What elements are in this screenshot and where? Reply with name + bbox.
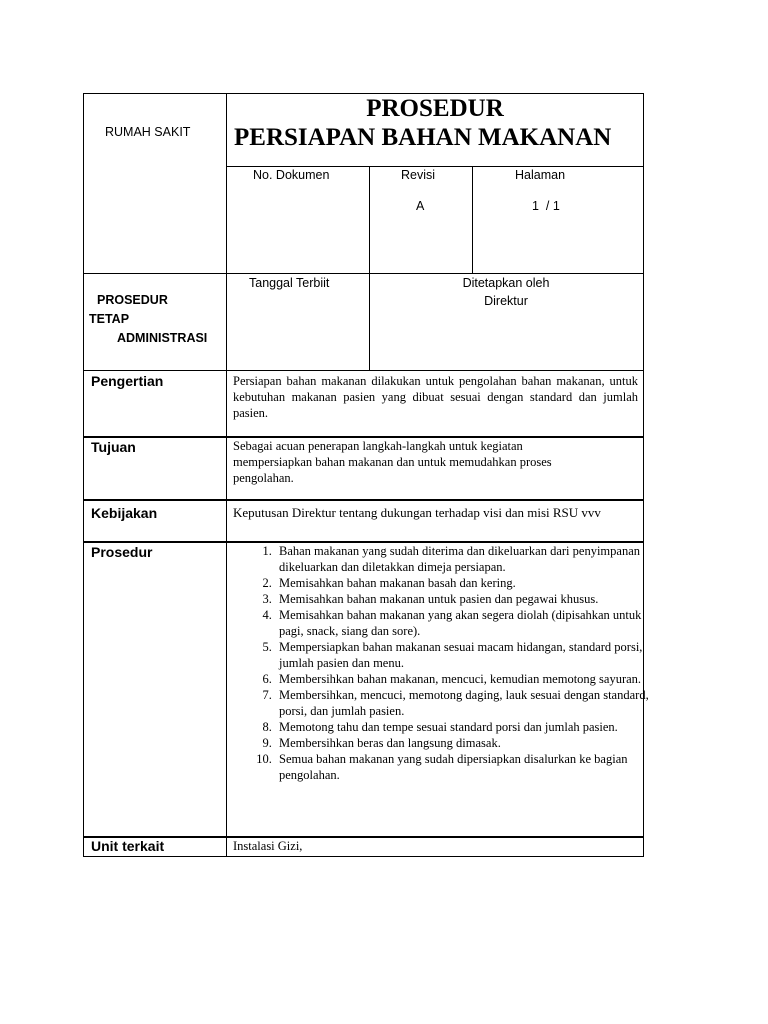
table-border-top: [83, 93, 644, 94]
revisi-label: Revisi: [401, 168, 436, 182]
sidebar-line1: PROSEDUR: [97, 293, 168, 307]
tanggal-terbit-label: Tanggal Terbiit: [249, 276, 330, 290]
ditetapkan-label: Ditetapkan oleh: [462, 276, 550, 290]
no-dokumen-label: No. Dokumen: [253, 168, 330, 182]
table-rule: [83, 499, 644, 501]
page-title-line1: PROSEDUR: [366, 95, 504, 122]
table-divider: [472, 166, 473, 273]
list-item: 3. Memisahkan bahan makanan untuk pasien dan pegawai khusus.: [275, 591, 653, 607]
unit-terkait-label: Unit terkait: [91, 838, 165, 854]
tujuan-text: Sebagai acuan penerapan langkah-langkah untuk kegiatan mempersiapkan bahan makanan dan untuk memudahkan proses pengolahan.: [233, 439, 552, 485]
pengertian-label: Pengertian: [91, 373, 164, 389]
unit-terkait-text: Instalasi Gizi,: [233, 839, 303, 853]
kebijakan-text: Keputusan Direktur tentang dukungan terhadap visi dan misi RSU vvv: [233, 505, 601, 520]
list-item: 6. Membersihkan bahan makanan, mencuci, kemudian memotong sayuran.: [275, 671, 653, 687]
table-border-bottom: [83, 856, 644, 857]
table-rule: [83, 370, 644, 371]
list-item: 4. Memisahkan bahan makanan yang akan segera diolah (dipisahkan untuk pagi, snack, siang dan sore).: [275, 607, 653, 639]
table-rule: [226, 166, 644, 167]
page-title-line2: PERSIAPAN BAHAN MAKANAN: [234, 124, 612, 151]
list-item: 7. Membersihkan, mencuci, memotong daging, lauk sesuai dengan standard, porsi, dan jumlah pasien.: [275, 687, 653, 719]
prosedur-steps: [233, 543, 653, 783]
table-rule: [83, 273, 644, 274]
table-divider: [226, 93, 227, 856]
institution-label: RUMAH SAKIT: [105, 125, 191, 139]
list-item: 5. Mempersiapkan bahan makanan sesuai macam hidangan, standard porsi, jumlah pasien dan menu.: [275, 639, 653, 671]
halaman-label: Halaman: [515, 168, 566, 182]
list-item: 2. Memisahkan bahan makanan basah dan kering.: [275, 575, 653, 591]
sidebar-line2: TETAP: [89, 312, 130, 326]
table-border-left: [83, 93, 84, 856]
list-item: 9. Membersihkan beras dan langsung dimasak.: [275, 735, 653, 751]
list-item: 8. Memotong tahu dan tempe sesuai standard porsi dan jumlah pasien.: [275, 719, 653, 735]
pengertian-text: Persiapan bahan makanan dilakukan untuk pengolahan bahan makanan, untuk kebutuhan makanan pasien yang dibuat sesuai dengan standard dan jumlah pasien.: [233, 374, 638, 420]
list-item: 1. Bahan makanan yang sudah diterima dan dikeluarkan dari penyimpanan dikeluarkan dan diletakkan dimeja persiapan.: [275, 543, 653, 575]
revisi-value: A: [416, 199, 425, 213]
tujuan-label: Tujuan: [91, 439, 136, 455]
prosedur-label: Prosedur: [91, 544, 153, 560]
sidebar-line3: ADMINISTRASI: [117, 331, 208, 345]
halaman-value: 1 / 1: [532, 199, 560, 213]
ditetapkan-value: Direktur: [484, 294, 528, 308]
table-divider: [369, 166, 370, 370]
list-item: 10. Semua bahan makanan yang sudah dipersiapkan disalurkan ke bagian pengolahan.: [275, 751, 653, 783]
kebijakan-label: Kebijakan: [91, 505, 158, 521]
